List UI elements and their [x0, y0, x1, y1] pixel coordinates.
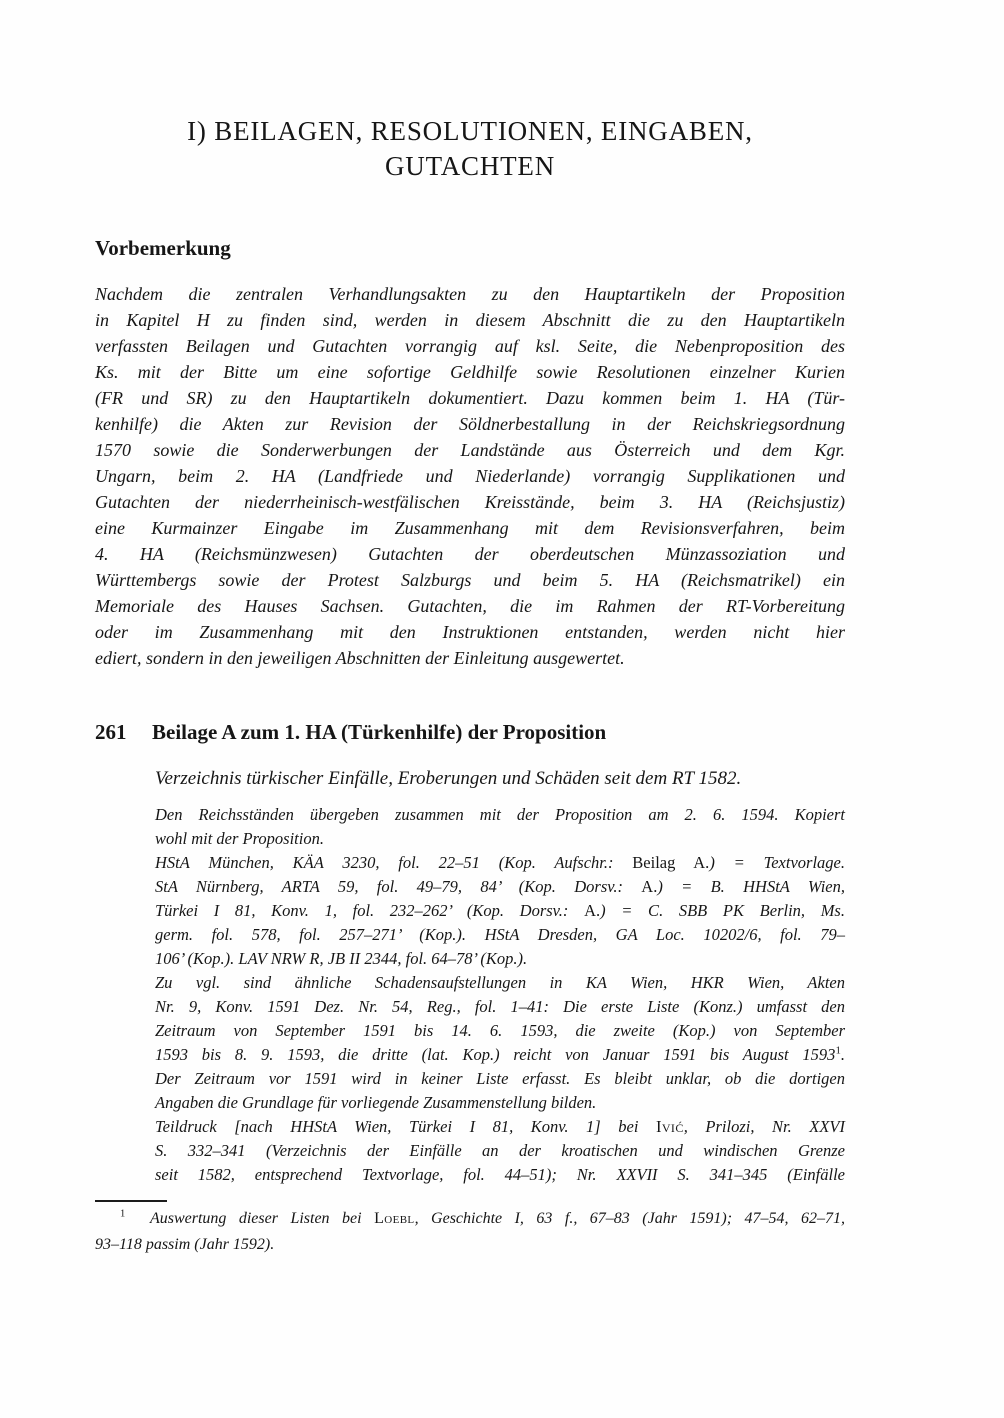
text-line: [155, 1163, 845, 1187]
text-run: Nr. 9, Konv. 1591 Dez. Nr. 54, Reg., fol. 1–41: Die erste Liste (Konz.) umfasst den: [155, 997, 845, 1016]
text-line: [155, 899, 845, 923]
entry-number: 261: [95, 720, 127, 744]
text-run: 93–118 passim (Jahr 1592).: [95, 1236, 275, 1253]
text-line: [155, 1019, 845, 1043]
text-run: ediert, sondern in den jeweiligen Abschnitten der Einleitung ausgewertet.: [95, 648, 625, 668]
text-run: Teildruck [nach HHStA Wien, Türkei I 81, Konv. 1] bei: [155, 1117, 656, 1136]
text-run: Beilag A.: [632, 853, 710, 872]
text-run: Nachdem die zentralen Verhandlungsakten zu den Hauptartikeln der Proposition: [95, 284, 845, 304]
text-line: [95, 541, 845, 567]
text-run: ) = B. HHStA Wien,: [657, 877, 845, 896]
text-run: Den Reichsständen übergeben zusammen mit der Proposition am 2. 6. 1594. Kopiert: [155, 805, 845, 824]
text-run: ) = C. SBB PK Berlin, Ms.: [600, 901, 845, 920]
entry-source-block: [155, 803, 845, 1187]
text-line: [95, 385, 845, 411]
text-run: 1593 bis 8. 9. 1593, die dritte (lat. Kop.) reicht von Januar 1591 bis August 1593: [155, 1045, 836, 1064]
text-run: Auswertung dieser Listen bei: [125, 1210, 375, 1227]
text-line: [95, 437, 845, 463]
text-line: [95, 1206, 845, 1232]
text-run: in Kapitel H zu finden sind, werden in diesem Abschnitt die zu den Hauptartikeln: [95, 310, 845, 330]
text-run: Zu vgl. sind ähnliche Schadensaufstellungen in KA Wien, HKR Wien, Akten: [155, 973, 845, 992]
footnote-marker: 1: [120, 1208, 126, 1220]
text-line: [155, 1139, 845, 1163]
text-run: StA Nürnberg, ARTA 59, fol. 49–79, 84’ (Kop. Dorsv.:: [155, 877, 642, 896]
text-run: Angaben die Grundlage für vorliegende Zusammenstellung bilden.: [155, 1093, 597, 1112]
text-line: [95, 411, 845, 437]
text-run: , Prilozi, Nr. XXVI: [683, 1117, 845, 1136]
text-line: [155, 947, 845, 971]
text-line: [95, 463, 845, 489]
text-run: A.: [641, 877, 658, 896]
text-line: [155, 1115, 845, 1139]
text-line: [95, 619, 845, 645]
vorbemerkung-heading: Vorbemerkung: [95, 236, 231, 260]
text-run: seit 1582, entsprechend Textvorlage, fol. 44–51); Nr. XXVII S. 341–345 (Einfälle: [155, 1165, 845, 1184]
text-run: Ungarn, beim 2. HA (Landfriede und Niederlande) vorrangig Supplikationen und: [95, 466, 845, 486]
text-run: Der Zeitraum vor 1591 wird in keiner Liste erfasst. Es bleibt unklar, ob die dortigen: [155, 1069, 845, 1088]
text-run: , Geschichte I, 63 f., 67–83 (Jahr 1591); 47–54, 62–71,: [414, 1210, 846, 1227]
text-run: Zeitraum von September 1591 bis 14. 6. 1593, die zweite (Kop.) von September: [155, 1021, 845, 1040]
text-line: [95, 333, 845, 359]
footnote-marker: 1: [835, 1044, 841, 1057]
text-line: [155, 1043, 845, 1067]
text-run: (FR und SR) zu den Hauptartikeln dokumentiert. Dazu kommen beim 1. HA (Tür-: [95, 388, 845, 408]
text-run: verfassten Beilagen und Gutachten vorrangig auf ksl. Seite, die Nebenproposition des: [95, 336, 845, 356]
chapter-title-line2: GUTACHTEN: [384, 151, 556, 181]
text-run: 4. HA (Reichsmünzwesen) Gutachten der oberdeutschen Münzassoziation und: [95, 544, 845, 564]
text-line: [95, 281, 845, 307]
chapter-title: [95, 114, 845, 184]
text-line: [95, 489, 845, 515]
text-run: Ks. mit der Bitte um eine sofortige Geldhilfe sowie Resolutionen einzelner Kurien: [95, 362, 845, 382]
text-line: [95, 593, 845, 619]
text-line: [155, 1067, 845, 1091]
entry-subtitle: Verzeichnis türkischer Einfälle, Eroberungen und Schäden seit dem RT 1582.: [155, 768, 742, 789]
text-run: 1570 sowie die Sonderwerbungen der Landstände aus Österreich und dem Kgr.: [95, 440, 845, 460]
text-run: Türkei I 81, Konv. 1, fol. 232–262’ (Kop. Dorsv.:: [155, 901, 585, 920]
text-run: S. 332–341 (Verzeichnis der Einfälle an der kroatischen und windischen Grenze: [155, 1141, 845, 1160]
entry-heading: [95, 720, 845, 745]
text-run: 106’ (Kop.). LAV NRW R, JB II 2344, fol. 64–78’ (Kop.).: [155, 949, 528, 968]
text-line: [155, 851, 845, 875]
text-run: .: [840, 1045, 845, 1064]
text-line: [155, 995, 845, 1019]
entry-title: Beilage A zum 1. HA (Türkenhilfe) der Proposition: [152, 720, 607, 744]
text-line: [155, 923, 845, 947]
text-run: Gutachten der niederrheinisch-westfälischen Kreisstände, beim 3. HA (Reichsjustiz): [95, 492, 845, 512]
text-line: [155, 875, 845, 899]
text-run: Loebl: [374, 1210, 415, 1227]
footnote-block: [95, 1206, 845, 1258]
text-run: ) = Textvorlage.: [709, 853, 845, 872]
text-run: HStA München, KÄA 3230, fol. 22–51 (Kop. Aufschr.:: [155, 853, 633, 872]
text-run: kenhilfe) die Akten zur Revision der Söldnerbestallung in der Reichskriegsordnung: [95, 414, 845, 434]
text-line: [95, 307, 845, 333]
text-run: Württembergs sowie der Protest Salzburgs und beim 5. HA (Reichsmatrikel) ein: [95, 570, 845, 590]
text-line: [155, 971, 845, 995]
text-line: [95, 645, 845, 671]
vorbemerkung-paragraph: [95, 281, 845, 671]
text-line: [95, 359, 845, 385]
text-run: A.: [584, 901, 601, 920]
text-run: Ivić: [655, 1117, 684, 1136]
text-line: [95, 1232, 845, 1258]
text-run: wohl mit der Proposition.: [155, 829, 324, 848]
text-run: oder im Zusammenhang mit den Instruktionen entstanden, werden nicht hier: [95, 622, 845, 642]
chapter-title-line1: I) BEILAGEN, RESOLUTIONEN, EINGABEN,: [187, 116, 753, 146]
text-run: germ. fol. 578, fol. 257–271’ (Kop.). HStA Dresden, GA Loc. 10202/6, fol. 79–: [155, 925, 845, 944]
text-line: [155, 1091, 845, 1115]
text-line: [95, 515, 845, 541]
text-line: [95, 567, 845, 593]
footnote-separator-rule: [95, 1200, 167, 1202]
text-line: [155, 803, 845, 827]
text-line: [155, 827, 845, 851]
text-run: Memoriale des Hauses Sachsen. Gutachten, die im Rahmen der RT-Vorbereitung: [95, 596, 845, 616]
text-run: eine Kurmainzer Eingabe im Zusammenhang mit dem Revisionsverfahren, beim: [95, 518, 845, 538]
